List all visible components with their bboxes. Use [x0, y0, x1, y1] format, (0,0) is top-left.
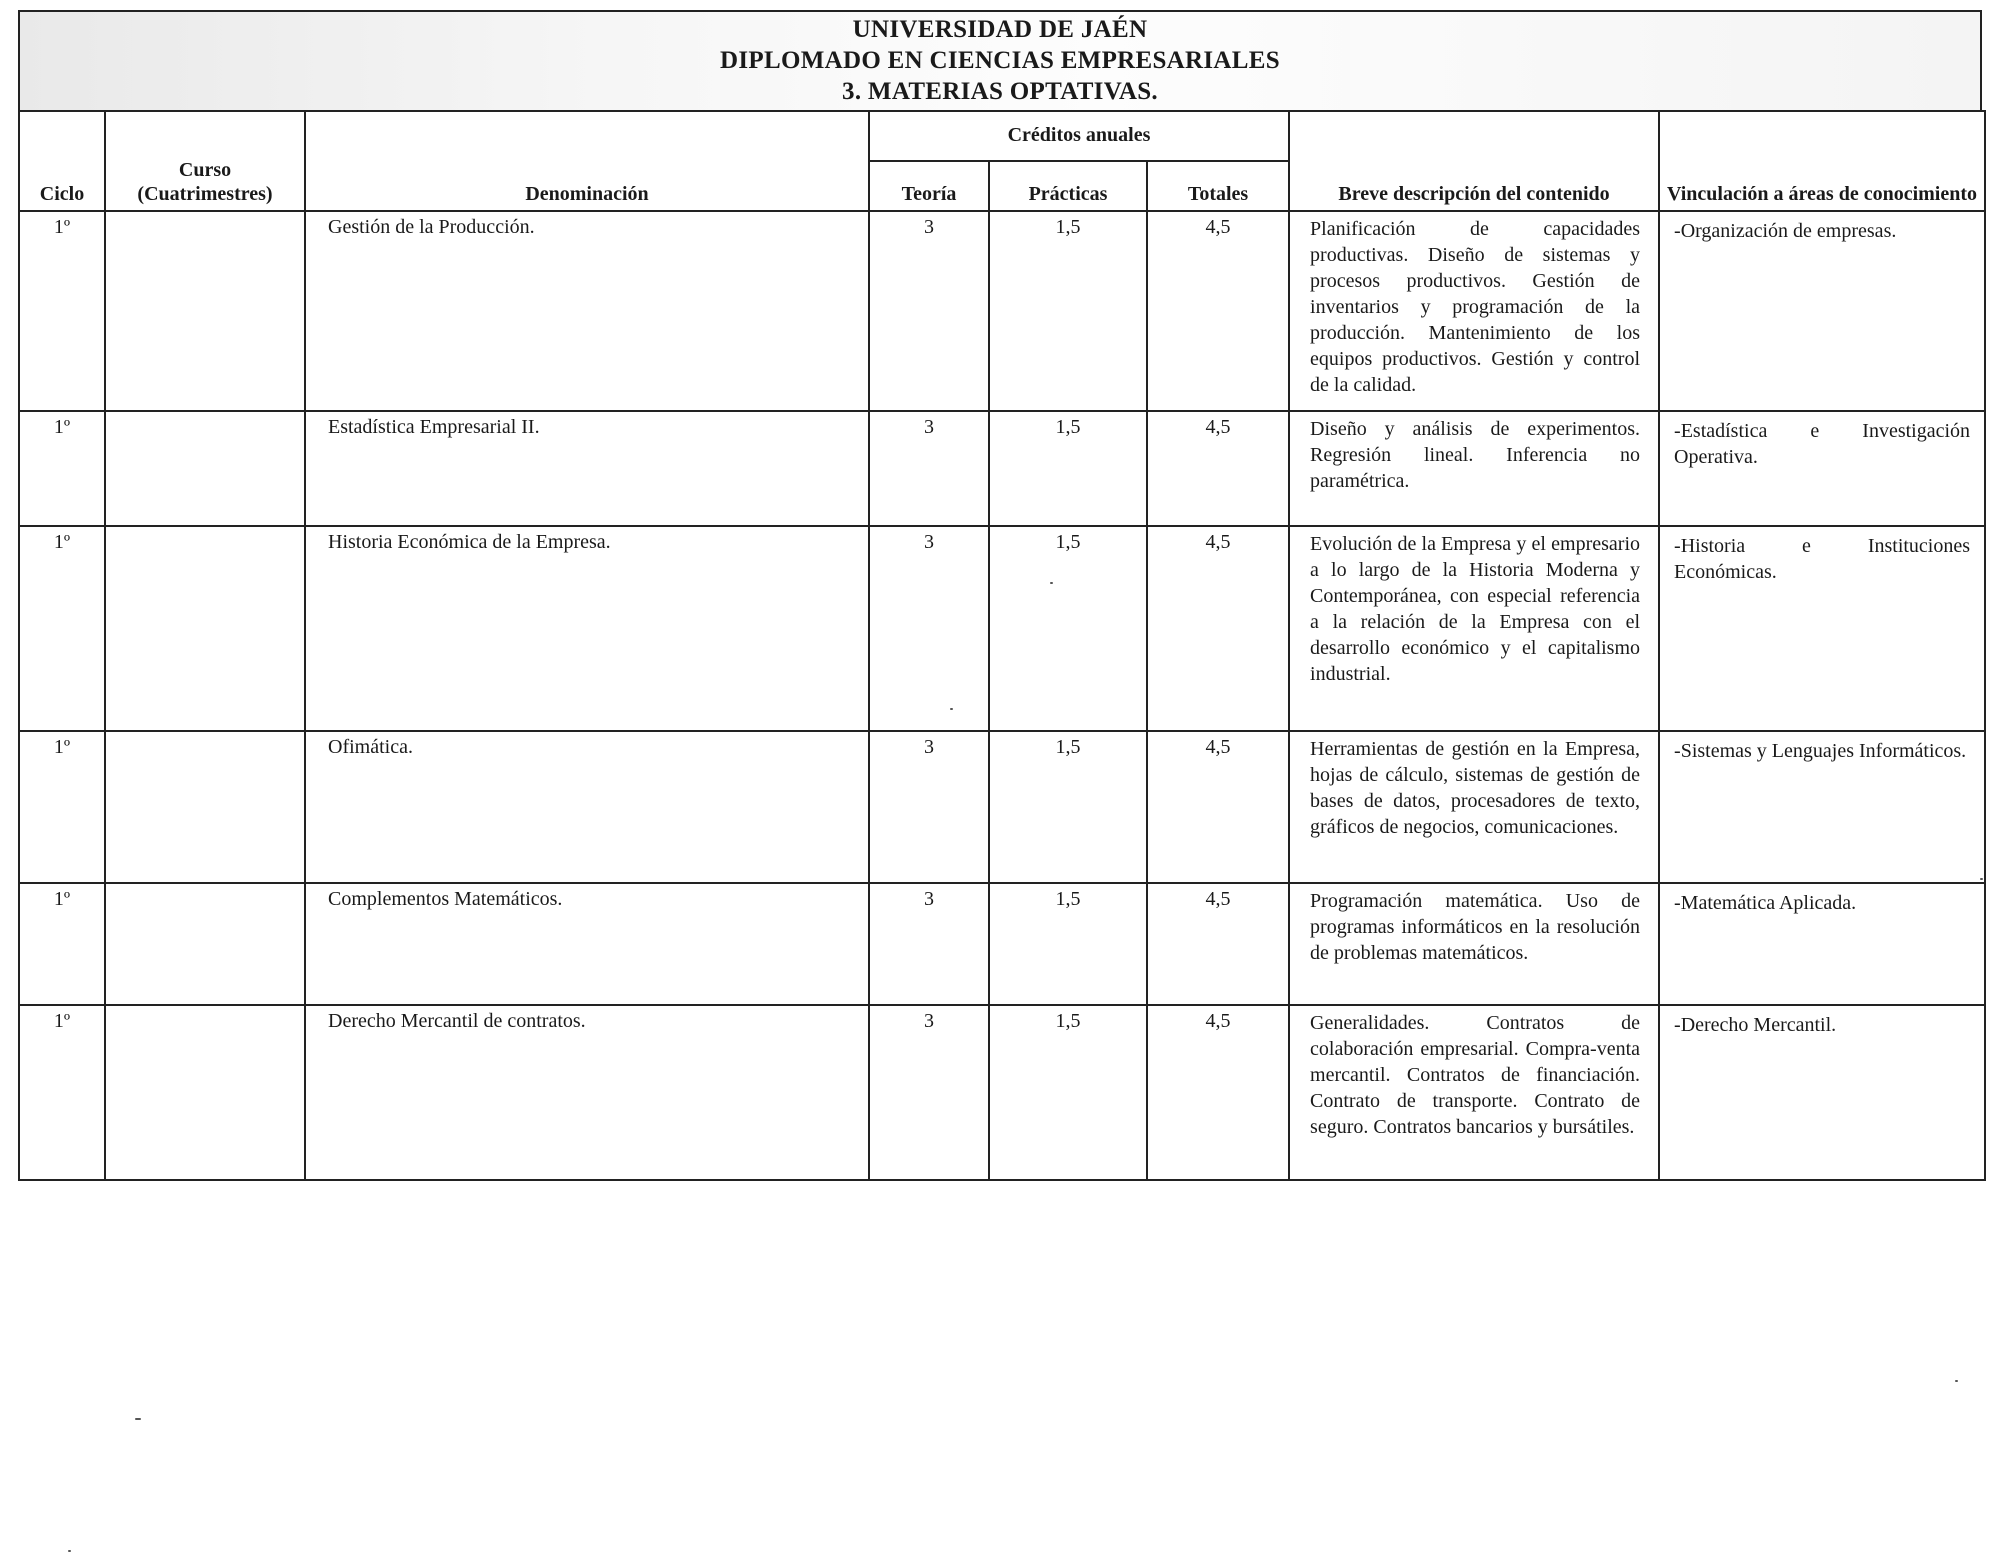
- scan-speck: [1050, 582, 1053, 584]
- table-body: [19, 211, 1985, 1180]
- cell-totales: 4,5: [1147, 883, 1289, 1005]
- cell-curso: [105, 211, 305, 411]
- column-header-totales: Totales: [1147, 161, 1289, 211]
- column-header-creditos: Créditos anuales: [869, 111, 1289, 161]
- cell-ciclo: 1º: [19, 1005, 105, 1180]
- cell-teoria: 3: [869, 526, 989, 731]
- cell-descripcion: Planificación de capacidades productivas. Diseño de sistemas y procesos productivos. Gestión de inventarios y programación de la producción. Mantenimiento de los equipos productivos. Gestión y control de la calidad.: [1289, 211, 1659, 411]
- column-header-ciclo: Ciclo: [19, 111, 105, 211]
- cell-practicas: 1,5: [989, 211, 1147, 411]
- cell-descripcion: Programación matemática. Uso de programas informáticos en la resolución de problemas matemáticos.: [1289, 883, 1659, 1005]
- cell-vinculacion: -Historia e Instituciones Económicas.: [1659, 526, 1985, 731]
- scan-speck: [1980, 878, 1983, 880]
- table-header: [19, 111, 1985, 211]
- cell-practicas: 1,5: [989, 731, 1147, 883]
- cell-ciclo: 1º: [19, 526, 105, 731]
- cell-vinculacion: -Organización de empresas.: [1659, 211, 1985, 411]
- scan-speck: [135, 1418, 141, 1420]
- cell-ciclo: 1º: [19, 731, 105, 883]
- table-row: [19, 731, 1985, 883]
- scan-speck: [68, 1550, 71, 1552]
- cell-practicas: 1,5: [989, 411, 1147, 526]
- cell-totales: 4,5: [1147, 1005, 1289, 1180]
- cell-totales: 4,5: [1147, 731, 1289, 883]
- cell-totales: 4,5: [1147, 211, 1289, 411]
- section-title: 3. MATERIAS OPTATIVAS.: [842, 78, 1158, 105]
- cell-teoria: 3: [869, 211, 989, 411]
- column-header-curso: Curso (Cuatrimestres): [105, 111, 305, 211]
- cell-descripcion: Herramientas de gestión en la Empresa, hojas de cálculo, sistemas de gestión de bases de datos, procesadores de texto, gráficos de negocios, comunicaciones.: [1289, 731, 1659, 883]
- cell-denominacion: Historia Económica de la Empresa.: [305, 526, 869, 731]
- cell-descripcion: Diseño y análisis de experimentos. Regresión lineal. Inferencia no paramétrica.: [1289, 411, 1659, 526]
- cell-descripcion: Generalidades. Contratos de colaboración empresarial. Compra-venta mercantil. Contratos de financiación. Contrato de transporte. Contrato de seguro. Contratos bancarios y bursátiles.: [1289, 1005, 1659, 1180]
- degree-title: DIPLOMADO EN CIENCIAS EMPRESARIALES: [720, 47, 1280, 74]
- cell-vinculacion: -Estadística e Investigación Operativa.: [1659, 411, 1985, 526]
- document-header: [18, 10, 1982, 110]
- column-header-teoria: Teoría: [869, 161, 989, 211]
- cell-curso: [105, 883, 305, 1005]
- cell-curso: [105, 731, 305, 883]
- cell-denominacion: Derecho Mercantil de contratos.: [305, 1005, 869, 1180]
- cell-teoria: 3: [869, 731, 989, 883]
- cell-curso: [105, 1005, 305, 1180]
- column-header-descripcion: Breve descripción del contenido: [1289, 111, 1659, 211]
- cell-vinculacion: -Derecho Mercantil.: [1659, 1005, 1985, 1180]
- cell-curso: [105, 526, 305, 731]
- cell-denominacion: Ofimática.: [305, 731, 869, 883]
- optional-subjects-table: [18, 110, 1986, 1181]
- cell-ciclo: 1º: [19, 411, 105, 526]
- table-row: [19, 526, 1985, 731]
- cell-teoria: 3: [869, 883, 989, 1005]
- cell-ciclo: 1º: [19, 883, 105, 1005]
- table-row: [19, 1005, 1985, 1180]
- university-title: UNIVERSIDAD DE JAÉN: [852, 16, 1148, 43]
- cell-curso: [105, 411, 305, 526]
- cell-teoria: 3: [869, 411, 989, 526]
- cell-descripcion: Evolución de la Empresa y el empresario a lo largo de la Historia Moderna y Contemporánea, con especial referencia a la relación de la Empresa con el desarrollo económico y el capitalismo industrial.: [1289, 526, 1659, 731]
- cell-practicas: 1,5: [989, 526, 1147, 731]
- cell-totales: 4,5: [1147, 526, 1289, 731]
- column-header-denominacion: Denominación: [305, 111, 869, 211]
- cell-teoria: 3: [869, 1005, 989, 1180]
- column-header-vinculacion: Vinculación a áreas de conocimiento: [1659, 111, 1985, 211]
- cell-practicas: 1,5: [989, 1005, 1147, 1180]
- cell-denominacion: Gestión de la Producción.: [305, 211, 869, 411]
- cell-denominacion: Complementos Matemáticos.: [305, 883, 869, 1005]
- cell-vinculacion: -Matemática Aplicada.: [1659, 883, 1985, 1005]
- table-row: [19, 883, 1985, 1005]
- cell-denominacion: Estadística Empresarial II.: [305, 411, 869, 526]
- document-sheet: [18, 10, 1984, 1185]
- cell-ciclo: 1º: [19, 211, 105, 411]
- cell-practicas: 1,5: [989, 883, 1147, 1005]
- cell-vinculacion: -Sistemas y Lenguajes Informáticos.: [1659, 731, 1985, 883]
- table-row: [19, 211, 1985, 411]
- cell-totales: 4,5: [1147, 411, 1289, 526]
- table-row: [19, 411, 1985, 526]
- scan-speck: [1955, 1380, 1958, 1382]
- scan-speck: [950, 708, 953, 710]
- column-header-practicas: Prácticas: [989, 161, 1147, 211]
